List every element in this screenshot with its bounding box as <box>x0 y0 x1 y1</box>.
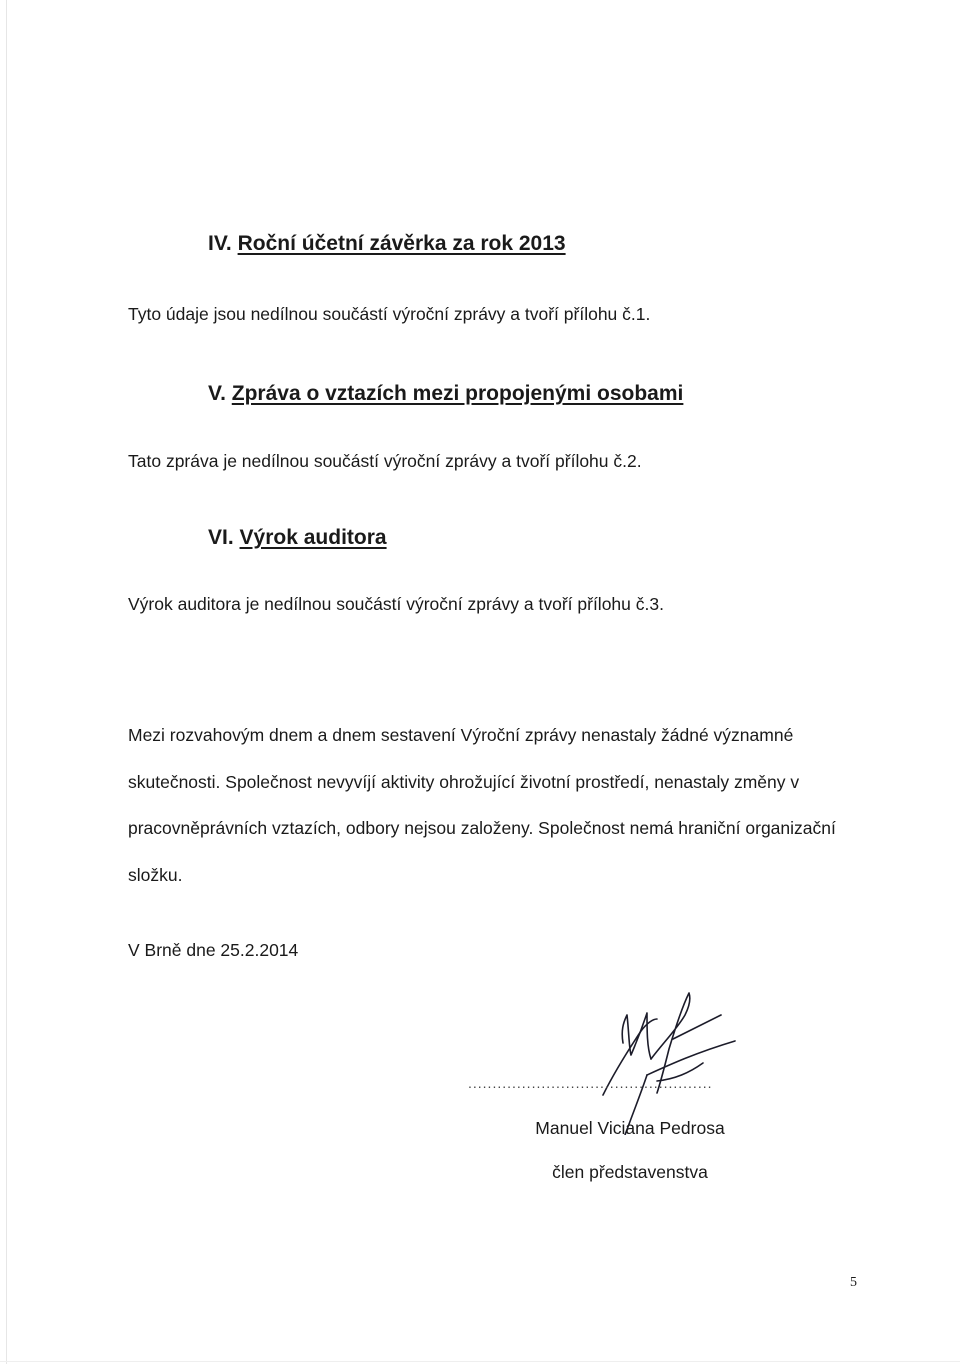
section-iv-text: Tyto údaje jsou nedílnou součástí výroční zprávy a tvoří přílohu č.1. <box>128 304 651 324</box>
signatory-name: Manuel Viciana Pedrosa <box>535 1118 725 1138</box>
scan-edge-bottom <box>0 1361 960 1362</box>
place-date: V Brně dne 25.2.2014 <box>128 940 299 960</box>
scan-edge-left <box>6 0 7 1364</box>
signature-dotted-line: .................................................. <box>468 1075 713 1091</box>
signatory-role: člen představenstva <box>552 1162 708 1182</box>
section-v-heading <box>208 382 683 406</box>
handwritten-signature <box>585 985 745 1135</box>
section-iv-heading <box>208 232 566 256</box>
section-iv-title: Roční účetní závěrka za rok 2013 <box>237 232 566 255</box>
section-v-text: Tato zpráva je nedílnou součástí výroční zprávy a tvoří přílohu č.2. <box>128 451 642 471</box>
section-vi-number: VI. <box>208 526 234 549</box>
section-iv-number: IV. <box>208 232 232 255</box>
statement-paragraph: Mezi rozvahovým dnem a dnem sestavení Výroční zprávy nenastaly žádné významné skutečnosti. Společnost nevyvíjí aktivity ohrožující životní prostředí, nenastaly změny v pracovněprávních vztazích, odbory nejsou založeny. Společnost nemá hraniční organizační složku. <box>128 725 836 885</box>
section-vi-heading <box>208 526 387 550</box>
section-v-title: Zpráva o vztazích mezi propojenými osobami <box>231 382 684 405</box>
section-vi-text: Výrok auditora je nedílnou součástí výroční zprávy a tvoří přílohu č.3. <box>128 594 664 614</box>
page-number: 5 <box>850 1275 857 1290</box>
section-v-number: V. <box>208 382 226 405</box>
section-vi-title: Výrok auditora <box>239 526 387 549</box>
